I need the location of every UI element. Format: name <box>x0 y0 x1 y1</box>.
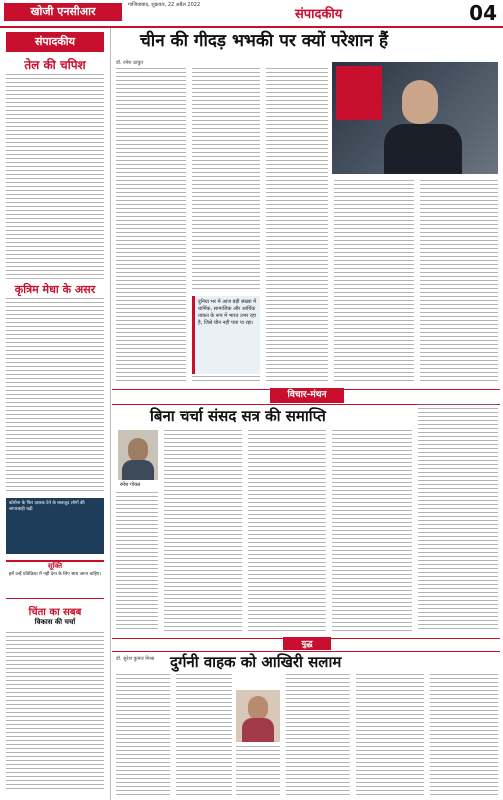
author-photo <box>118 430 158 480</box>
person-body <box>384 124 462 174</box>
yuddh-col-4 <box>356 674 424 796</box>
page-section-title: संपादकीय <box>295 7 343 22</box>
vichar-col-2 <box>164 430 242 632</box>
yuddh-col-2 <box>176 674 232 796</box>
yuddh-headline: दुर्गनी वाहक को आखिरी सलाम <box>170 653 342 671</box>
divider <box>6 278 104 279</box>
person-head <box>402 80 438 124</box>
author-face <box>128 438 148 462</box>
editorial-2-title: कृत्रिम मेधा के असर <box>14 283 96 296</box>
vichar-label: विचार-मंथन <box>270 388 344 403</box>
thought-title: सूक्ति <box>47 562 63 570</box>
divider <box>6 598 104 599</box>
vichar-col-3 <box>248 430 326 632</box>
yuddh-col-5 <box>430 674 498 796</box>
vichar-headline: बिना चर्चा संसद सत्र की समाप्ति <box>150 407 326 425</box>
yuddh-label: युद्ध <box>283 637 331 650</box>
cartoon-box <box>6 498 104 554</box>
pull-quote <box>192 296 260 374</box>
main-article-col-3 <box>266 68 328 384</box>
cartoon-caption: कोरोना के फिर दस्तक देने के बावजूद लोगों की लापरवाही बढ़ी <box>9 501 85 512</box>
editorial-3-body <box>6 632 104 792</box>
pull-quote-text: दुनिया भर में आज बड़ी संख्या में धार्मिक, सामाजिक और आर्थिक ताकत के रूप में भारत उभर रहा है, जिसे चीन नहीं पचा पा रहा। <box>198 299 257 326</box>
photo-shoulders <box>242 718 274 742</box>
photo-face <box>248 696 268 720</box>
main-article-col-1 <box>116 68 186 384</box>
main-article-col-5 <box>420 180 498 384</box>
main-article-col-2b <box>192 376 260 384</box>
editorial-3-title: चिंता का सबब <box>28 607 82 618</box>
yuddh-col-3b <box>236 746 280 796</box>
page-number: 04 <box>469 1 497 25</box>
author-shoulders <box>122 460 154 480</box>
yuddh-col-3 <box>286 674 350 796</box>
author-caption: रमेश गोयल <box>120 482 141 488</box>
yuddh-photo <box>236 690 280 742</box>
editorial-3-subtitle: विकास की चर्चा <box>34 618 76 626</box>
editorial-1-title: तेल की चपिश <box>24 58 86 72</box>
spokesperson-photo <box>332 62 498 174</box>
vichar-col-1 <box>116 492 158 632</box>
main-article-col-4 <box>334 180 414 384</box>
editorial-section-label: संपादकीय <box>6 32 104 52</box>
vichar-col-4 <box>332 430 412 632</box>
column-divider <box>110 28 111 800</box>
editorial-2-body <box>6 298 104 494</box>
editorial-1-body <box>6 74 104 278</box>
newspaper-logo: खोजी एनसीआर <box>4 3 122 21</box>
thought-text: हमें उन्हें प्रतिक्रिया में नहीं देना के लिए साथ जाना चाहिए। <box>8 572 102 577</box>
yuddh-col-1 <box>116 674 170 796</box>
yuddh-byline: डॉ. सुरेश कुमार मिश्रा <box>116 656 155 662</box>
main-article-headline: चीन की गीदड़ भभकी पर क्यों परेशान हैं <box>140 31 388 51</box>
flag-graphic <box>336 66 382 120</box>
vichar-col-5 <box>418 404 498 632</box>
main-article-col-2 <box>192 68 260 292</box>
dateline: गाजियाबाद, शुक्रवार, 22 अप्रैल 2022 <box>128 2 201 8</box>
main-article-byline: डॉ. रमेश ठाकुर <box>116 60 144 66</box>
